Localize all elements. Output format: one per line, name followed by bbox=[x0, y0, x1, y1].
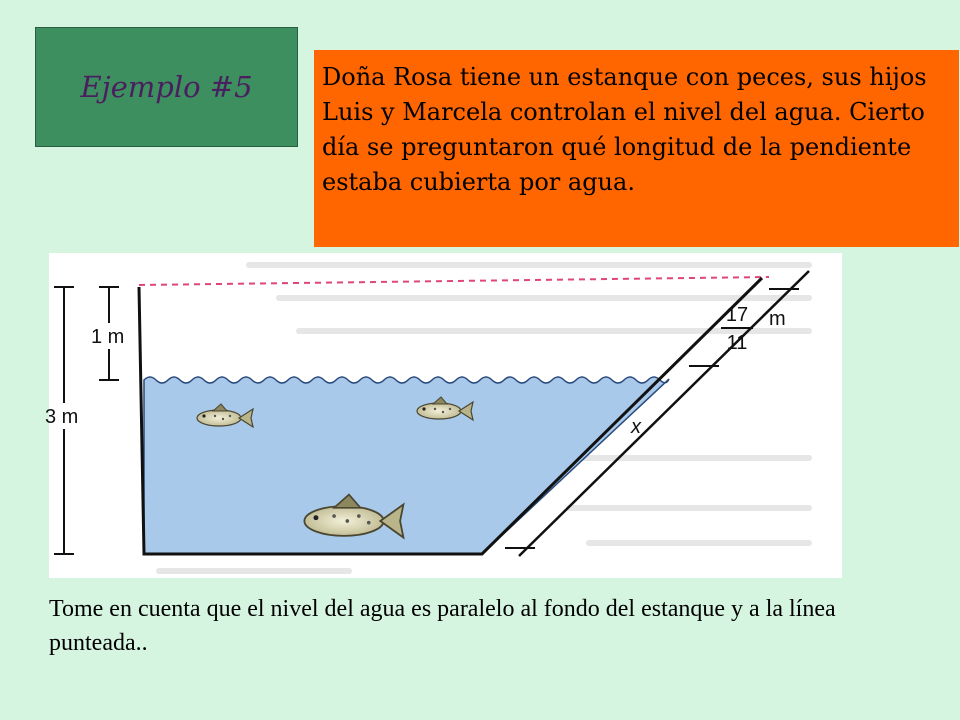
slope-x-label: x bbox=[631, 416, 641, 438]
caption-note: Tome en cuenta que el nivel del agua es paralelo al fondo del estanque y a la línea punteada.. bbox=[49, 596, 836, 656]
depth-label: 3 m bbox=[45, 406, 79, 428]
pond-figure bbox=[45, 253, 842, 578]
fraction-unit: m bbox=[769, 308, 786, 330]
fraction-numerator: 17 bbox=[725, 304, 749, 326]
one-meter-label: 1 m bbox=[91, 326, 125, 348]
example-title: Ejemplo #5 bbox=[80, 70, 253, 104]
example-title-box bbox=[35, 27, 298, 147]
fraction-denominator: 11 bbox=[726, 332, 748, 354]
water-area bbox=[144, 377, 669, 554]
problem-statement: Doña Rosa tiene un estanque con peces, sus hijos Luis y Marcela controlan el nivel del agua. Cierto día se preguntaron qué longitud de la pendiente estaba cubierta por agua. bbox=[314, 50, 959, 247]
dashed-reference-line bbox=[139, 277, 769, 285]
